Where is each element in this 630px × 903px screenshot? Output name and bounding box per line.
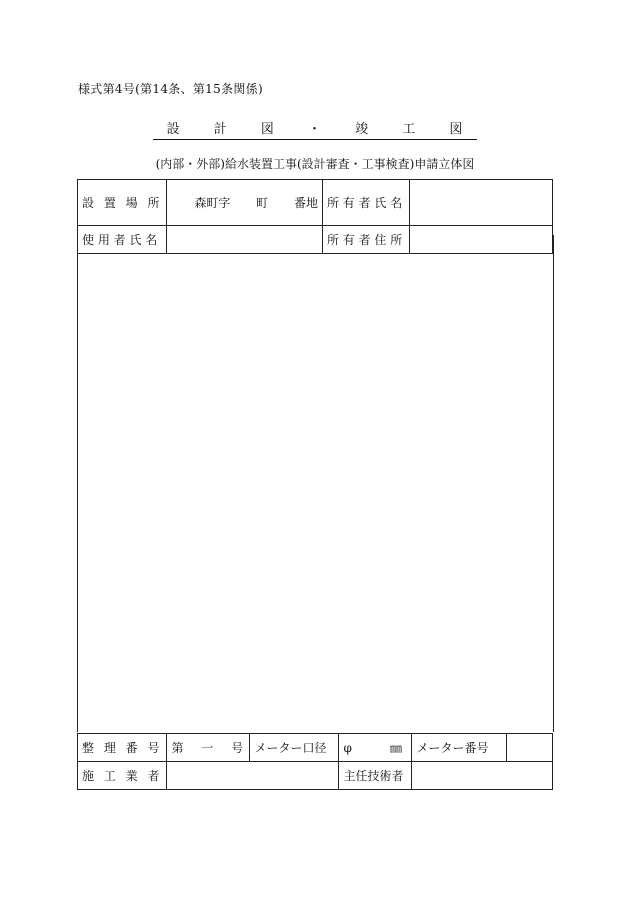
user-name-label: 使 用 者 氏 名 [78,226,167,254]
install-location-value: 森町字 町 番地 [194,196,318,210]
form-number: 様式第4号(第14条、第15条関係) [78,82,263,96]
contractor-field[interactable] [167,762,339,790]
page-subtitle: (内部・外部)給水装置工事(設計審査・工事検査)申請立体図 [155,157,475,171]
chief-engineer-field[interactable] [412,762,553,790]
table-row [78,762,553,790]
page-title [0,118,630,137]
meter-number-field[interactable] [507,734,553,762]
ref-number-field[interactable]: 第 一 号 [167,734,250,762]
meter-number-label: メーター番号 [412,734,507,762]
diagram-drawing-area[interactable] [77,235,554,732]
chief-engineer-label: 主任技術者 [339,762,412,790]
owner-name-label: 所 有 者 氏 名 [322,180,409,226]
install-location-label: 設 置 場 所 [78,180,167,226]
title-text: 設 計 図 ・ 竣 工 図 [153,122,478,140]
owner-name-field[interactable] [409,180,552,226]
owner-address-label: 所 有 者 住 所 [322,226,409,254]
install-location-field[interactable] [167,180,323,226]
table-row [78,734,553,762]
meter-diameter-label: メーター口径 [250,734,339,762]
construction-info-table [77,733,553,790]
meter-diameter-field[interactable]: φ ㎜ [339,734,412,762]
ref-number-label: 整 理 番 号 [78,734,167,762]
table-row [78,180,553,226]
contractor-label: 施 工 業 者 [78,762,167,790]
